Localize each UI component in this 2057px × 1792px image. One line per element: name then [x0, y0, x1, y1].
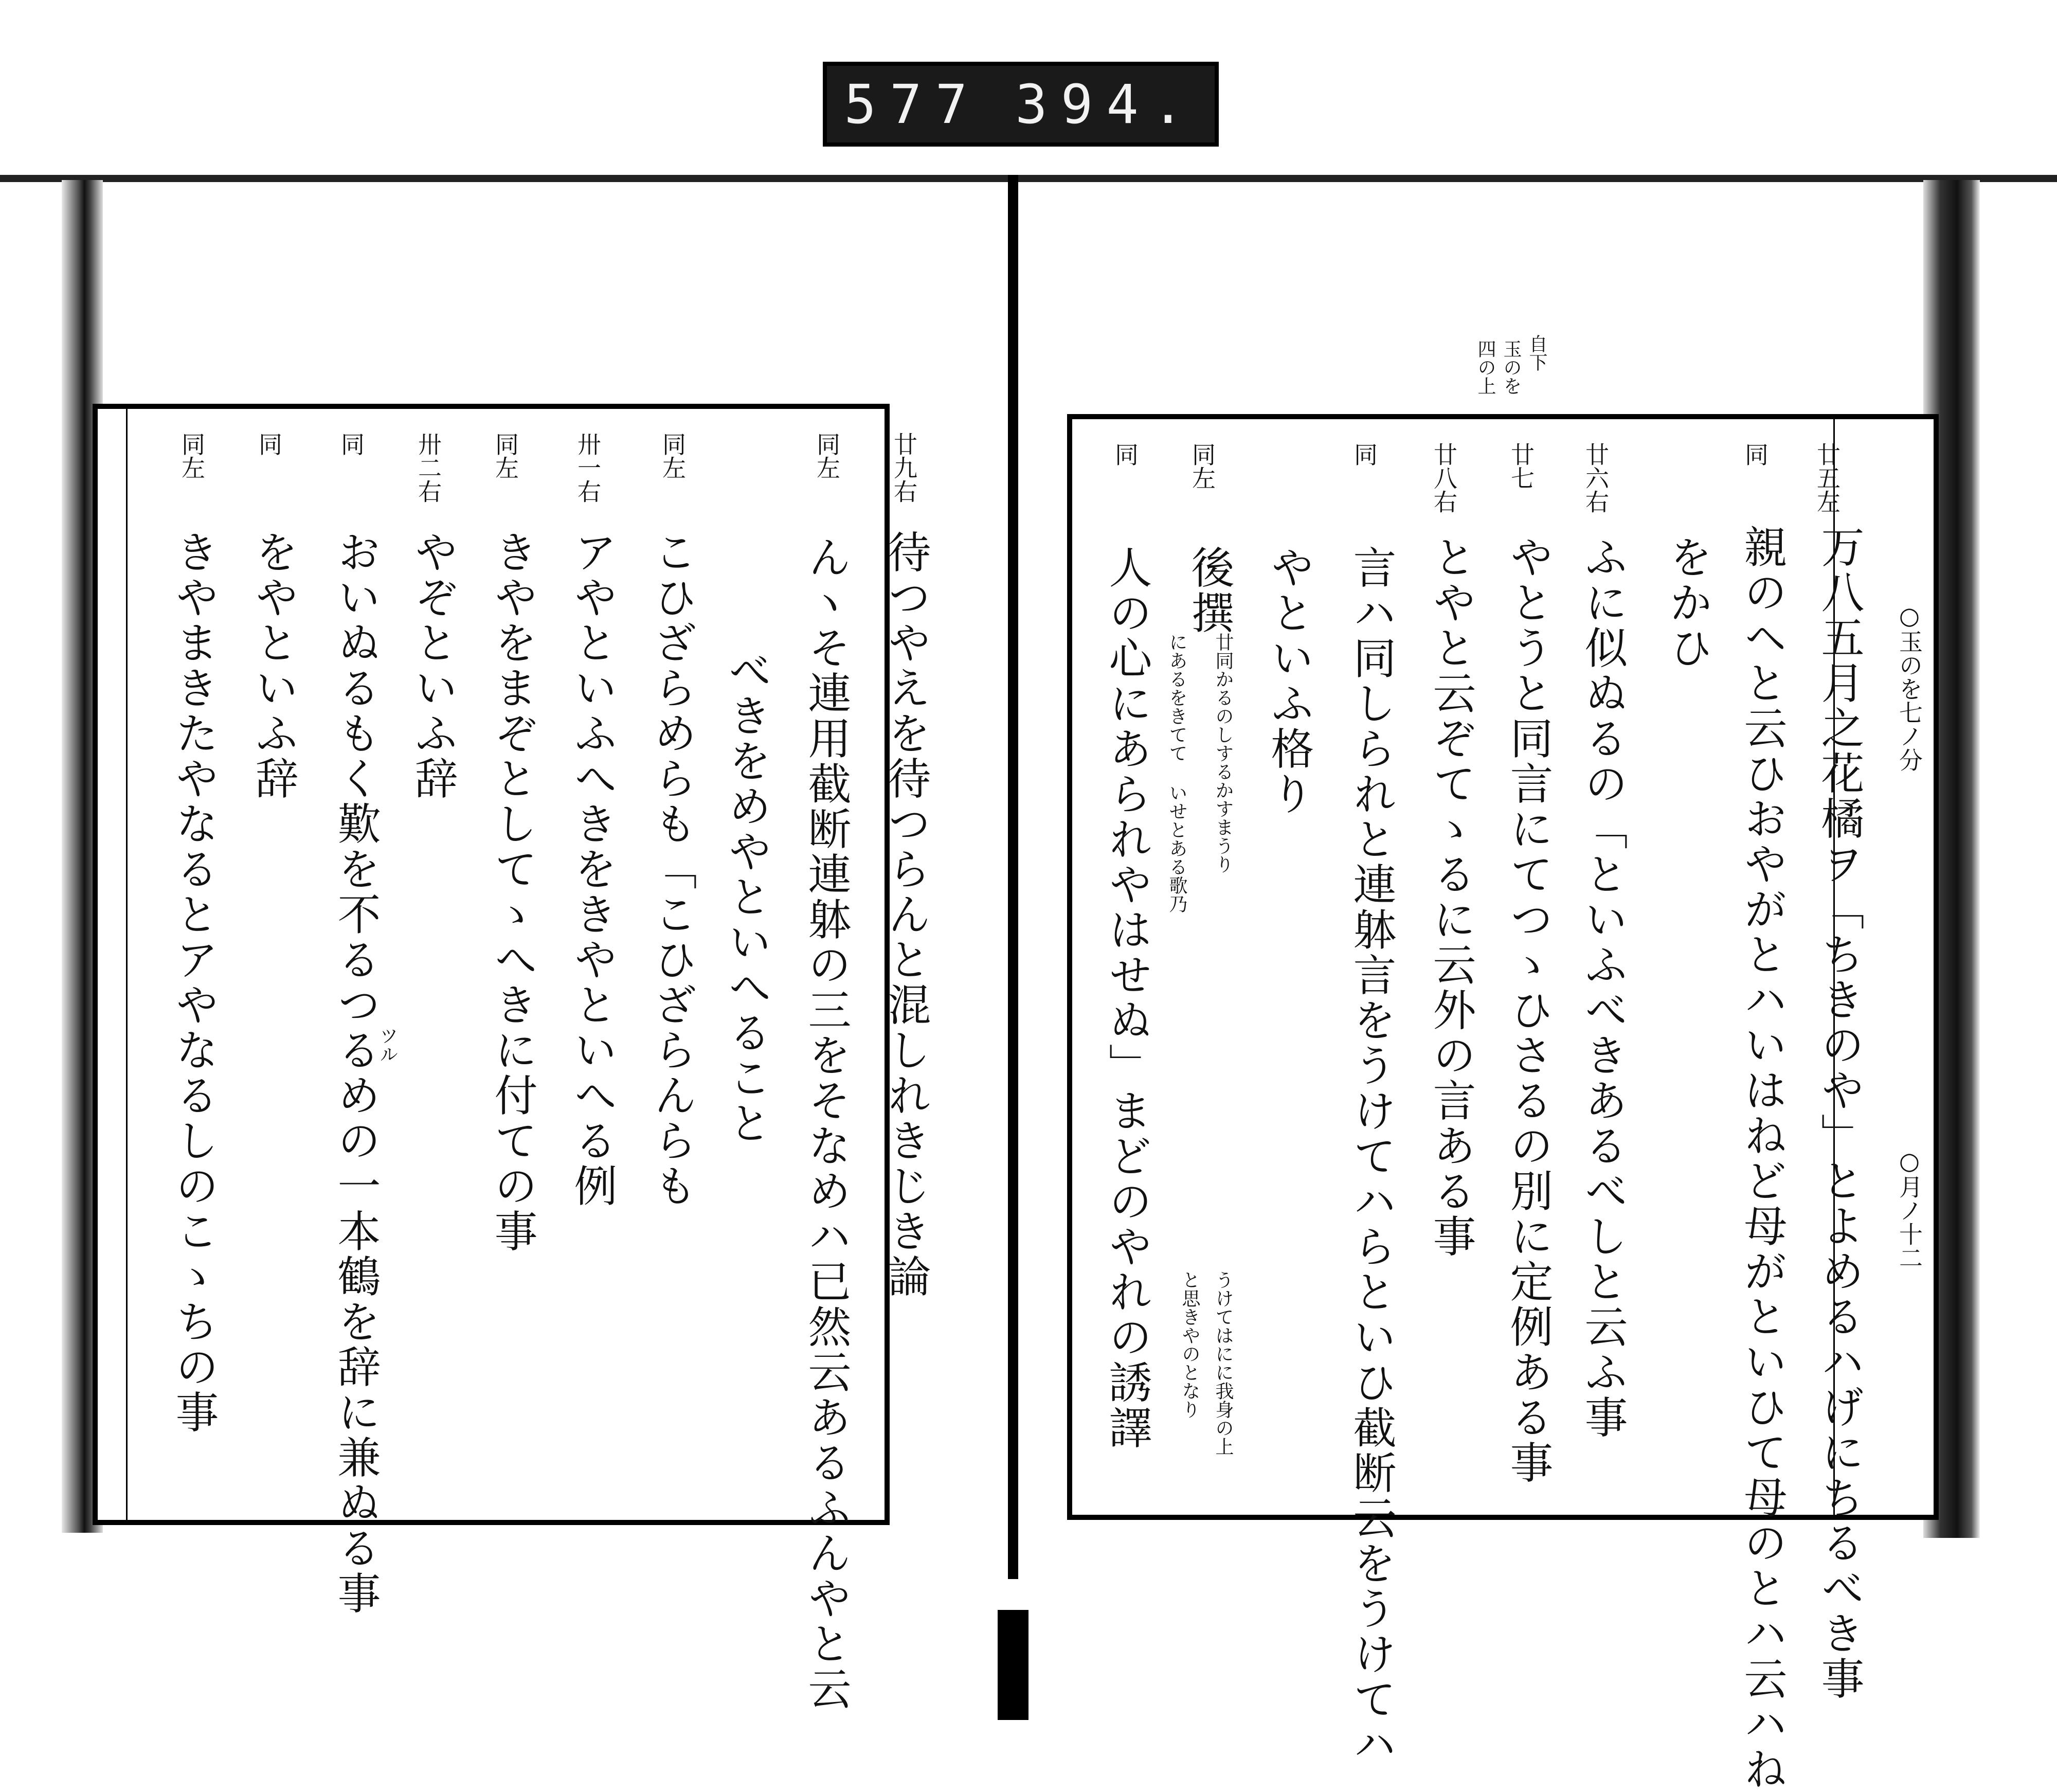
text-column: をかひ [1663, 535, 1713, 671]
text-column: こひざらめらも「こひざらんらも [647, 530, 697, 1209]
text-column: きやをまぞとしてゝへきに付ての事 [488, 530, 538, 1254]
column-number: 同左 [492, 432, 519, 479]
side-note-bottom: ○月ノ十二 [1896, 1147, 1923, 1269]
text-column: 言ハ同しられと連躰言をうけてハらといひ截断云をうけてハ [1346, 545, 1397, 1767]
margin-note-line: 玉のを [1501, 339, 1522, 395]
column-number: 卅一右 [574, 432, 602, 503]
sub-note: にあるをきてて いせとある歌乃 [1166, 633, 1187, 913]
column-number: 同 [1111, 442, 1139, 466]
book-gutter [1008, 175, 1018, 1579]
text-column: アやといふへきをきやといへる例 [567, 530, 618, 1209]
text-column: 待つやえを待つらんと混しれきじき論 [881, 530, 931, 1299]
column-number: 同 [255, 432, 283, 456]
column-number: 同左 [659, 432, 687, 479]
column-number: 同左 [178, 432, 206, 479]
column-number: 廿七 [1507, 442, 1535, 490]
column-number: 同 [337, 432, 365, 456]
text-column: ふに似ぬるの「といふべきあるべしと云ふ事 [1578, 535, 1628, 1440]
text-column: 後撰 [1184, 545, 1235, 636]
catalog-number-right: 394. [1015, 73, 1198, 136]
frame-rule [126, 409, 128, 1520]
margin-note-line: 四の上 [1475, 339, 1496, 395]
text-column: やといふ格り [1264, 545, 1314, 817]
column-number: 同 [1741, 442, 1769, 466]
column-number: 同左 [813, 432, 841, 479]
column-number: 同 [1350, 442, 1378, 466]
book-top-edge [0, 175, 2057, 182]
sub-note: うけてはにに我身の上 [1213, 1270, 1234, 1456]
column-number: 廿八右 [1430, 442, 1458, 513]
margin-note-line: 自下 [1526, 334, 1547, 371]
text-column: きやまきたやなるとアやなるしのこゝちの事 [169, 530, 219, 1435]
text-column: 親のヘと云ひおやがとハいはねど母がといひて母のとハ云ハね [1737, 525, 1788, 1792]
side-note-top: ○玉のを七ノ分 [1896, 602, 1923, 772]
text-column: とやと云ぞてゝるに云外の言ある事 [1426, 535, 1476, 1259]
text-column: おいぬるもく歎を不るつるめの一本鶴を辞に兼ぬる事 [331, 530, 381, 1616]
text-column: 万八五月之花橘ヲ「ちきのや」とよめるハげにちるべき事 [1814, 525, 1865, 1701]
catalog-number-left: 577 [844, 73, 981, 136]
sub-note: 廿同かるのしするかすまうり [1213, 633, 1234, 873]
text-column: やぞといふ辞 [408, 530, 458, 801]
column-number: 卅二右 [414, 432, 442, 503]
text-column: べきをめやといへること [721, 648, 772, 1146]
column-number: 廿六右 [1582, 442, 1610, 513]
column-number: 同左 [1188, 442, 1216, 490]
sub-note: と思きやのとなり [1179, 1270, 1200, 1419]
text-column: 人の心にあられやはせぬ」まどのやれの誘譯 [1102, 545, 1152, 1450]
binding-tab [998, 1610, 1028, 1720]
column-number: 廿九右 [890, 432, 918, 503]
text-column: をやといふ辞 [248, 530, 299, 801]
catalog-number-label [823, 62, 1219, 147]
column-number: 廿五左 [1813, 442, 1841, 513]
text-column: んヽそ連用截断連躰の三をそなめハ已然云あるふんやと云 [801, 535, 852, 1712]
text-column: やとうと同言にてつゝひさるの別に定例ある事 [1503, 535, 1554, 1485]
ruby-gloss: ツル [377, 1026, 398, 1063]
